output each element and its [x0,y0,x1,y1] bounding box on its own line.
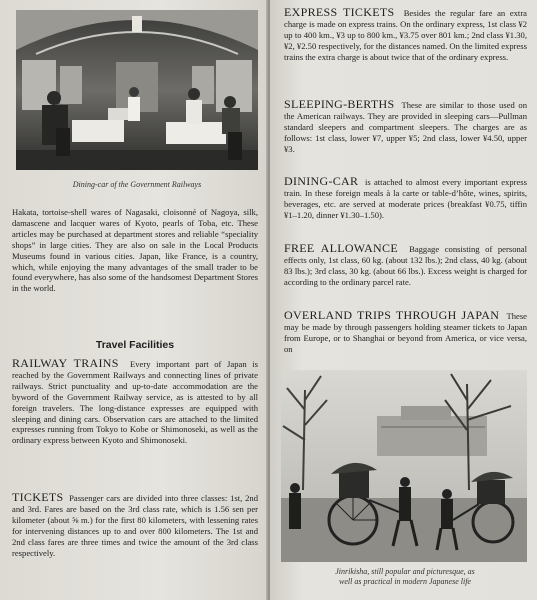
sleeping-berths-heading: SLEEPING-BERTHS [284,97,395,111]
railway-trains-text: Every important part of Japan is reached by the Government Railways and connecting lines of private railways. Strict punctuality and up-to-date accommodation are the byword of the Government Railway service, as is attested to by all foreign travelers. The long-distance expresses are equipped with sleeping and dining cars. Observation cars are attached to the limited expresses running from Tokyo to Kobe or Shimonoseki, as well as the ordinary express between Kyoto and Shimonoseki. [12,359,258,446]
dining-car-heading: DINING-CAR [284,174,359,188]
overland-trips-section [284,310,527,355]
dining-car-caption: Dining-car of the Government Railways [72,180,202,189]
overland-trips-text: These may be made by through passengers holding steamer tickets to Japan from Europe, or to Shanghai or beyond from America, or vice versa, on [284,311,527,354]
dining-car-text: is attached to almost every important express train. In these foreign meals à la carte or table-d’hôte, wines, spirits, beverages, etc. are served at moderate prices (breakfast ¥0.75, tiffin ¥1–1.20, dinner ¥1.30–1.50). [284,177,527,220]
free-allowance-section [284,243,527,288]
tickets-text: Passenger cars are divided into three classes: 1st, 2nd and 3rd. Fares are based on the 3rd class rate, which is 1.56 sen per kilometer (about ⅝ m.) for the first 80 kilometers, with lessening rates for intervening distances up to and over 800 kilometers. The 1st and 2nd class fares are three times and twice the amount of the 3rd class respectively. [12,493,259,558]
dining-car-photo [16,10,258,170]
section-heading: Travel Facilities [95,339,175,351]
railway-trains-section [12,358,258,446]
dining-car-illustration [16,10,258,170]
shopping-text: Hakata, tortoise-shell wares of Nagasaki, cloisonné of Nagoya, silk, damascene and lacquer wares of Kyoto, pearls of Toba, etc. These articles may be purchased at department stores and reliable “speciality shops” in large cities. They are also on sale in the Local Products Museums found in various cities. Japan, like France, is a country, which, while enjoying the many advantages of the small trader to be found everywhere, has also some of the handsomest Department Stores in the world. [12,207,258,294]
free-allowance-heading: FREE ALLOWANCE [284,241,398,255]
tickets-heading: TICKETS [12,490,64,504]
jinrikisha-illustration [281,370,527,562]
left-page [0,0,268,600]
railway-trains-heading: RAILWAY TRAINS [12,356,119,370]
express-tickets-section [284,7,527,63]
jinrikisha-photo [281,370,527,562]
dining-car-section [284,176,527,221]
free-allowance-text: Baggage consisting of personal effects only, 1st class, 60 kg. (about 132 lbs.); 2nd class, 40 kg. (about 83 lbs.); 3rd class, 30 kg. (about 66 lbs.). Excess weight is charged for according to the ordinary parcel rate. [284,244,527,287]
sleeping-berths-section [284,99,527,155]
right-page [270,0,537,600]
overland-trips-heading: OVERLAND TRIPS THROUGH JAPAN [284,308,500,322]
tickets-section [12,492,258,558]
sleeping-berths-text: These are similar to those used on the American railways. They are provided in sleeping cars—Pullman standard sleepers and compartment sleepers. The charges are as follows: 1st class, lower ¥7, upper ¥5; 2nd class, lower ¥4.50, upper ¥3. [284,100,527,154]
express-tickets-text: Besides the regular fare an extra charge is made on express trains. On the ordinary express, 1st class ¥2 up to 400 km., ¥3 up to 800 km., ¥3.75 over 801 km.; 2nd class ¥1.30, ¥2, ¥2.50 respectively, for the distances named. On the limited express trains the extra charge is about twice that of the ordinary express. [284,8,527,62]
jinrikisha-caption: Jinrikisha, still popular and picturesque, as well as practical in modern Japanese life [335,567,475,586]
express-tickets-heading: EXPRESS TICKETS [284,5,395,19]
shopping-paragraph [12,207,258,294]
